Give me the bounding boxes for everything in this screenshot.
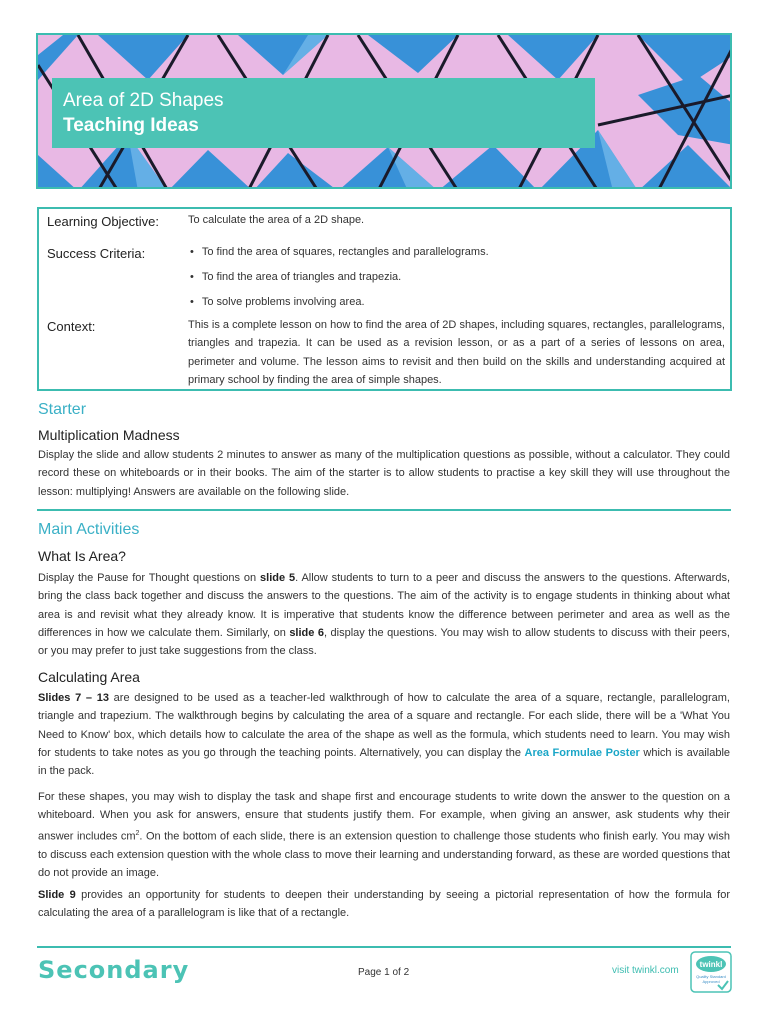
calculating-area-para-1: Slides 7 – 13 are designed to be used as a teacher-led walkthrough of how to calculate the area of a square, rectangle, parallelogram, triangle and trapezium. The walkthrough begins by calculating the area of a square and rectangle. For each slide, there will be a 'What You Need to Know' box, which details how to calculate the area of the shape as well as the formula, which students need to learn. You may wish for students to take notes as you go through the teaching points. Alternatively, you can display the Area Formulae Poster which is available in the pack.: [38, 692, 731, 778]
footer-divider: [37, 946, 731, 948]
page-subtitle: Teaching Ideas: [63, 115, 199, 136]
slide-5-ref: slide 5: [260, 572, 296, 584]
context-label: Context:: [47, 319, 96, 334]
svg-text:Quality Standard: Quality Standard: [696, 974, 726, 979]
starter-subheading: Multiplication Madness: [38, 427, 180, 443]
lesson-info-box: [37, 207, 732, 391]
objective-text: To calculate the area of a 2D shape.: [188, 214, 365, 226]
slides-7-13-ref: Slides 7 – 13: [38, 692, 109, 704]
section-divider: [37, 509, 731, 511]
starter-text: Display the slide and allow students 2 minutes to answer as many of the multiplication questions as possible, without a calculator. They could record these on whiteboards or in their books. The aim of the starter is to allow students to practise a key skill they will use throughout the lesson: multiplying! Answers are available on the following slide.: [38, 449, 730, 498]
twinkl-quality-badge-icon: [690, 951, 732, 993]
slide-9-ref: Slide 9: [38, 889, 76, 901]
visit-link[interactable]: visit twinkl.com: [612, 965, 679, 976]
calculating-area-heading: Calculating Area: [38, 669, 140, 685]
what-is-area-text: Display the Pause for Thought questions on slide 5. Allow students to turn to a peer and discuss the answers to the questions. Afterwards, bring the class back together and discuss the answers to the questions. The aim of the activity is to engage students in thinking about what area is and revisit what they already know. It is imperative that students know the difference between perimeter and area as well as the differences in how we calculate them. Similarly, on slide 6, display the questions. You may wish to allow students to discuss with their peers, or you may prefer to just take suggestions from the class.: [38, 572, 730, 658]
objective-label: Learning Objective:: [47, 214, 160, 229]
title-box: [52, 78, 595, 148]
page-number: Page 1 of 2: [358, 967, 410, 978]
success-item: • To find the area of squares, rectangles and parallelograms.: [190, 246, 489, 258]
secondary-logo: Secondary: [38, 956, 190, 984]
success-criteria-label: Success Criteria:: [47, 246, 146, 261]
main-activities-heading: Main Activities: [38, 521, 140, 538]
svg-text:twinkl: twinkl: [699, 960, 723, 969]
what-is-area-heading: What Is Area?: [38, 548, 126, 564]
success-item: • To find the area of triangles and trapezia.: [190, 271, 401, 283]
starter-heading: Starter: [38, 401, 87, 418]
svg-text:Approved: Approved: [702, 979, 720, 984]
page-title: Area of 2D Shapes: [63, 90, 224, 111]
success-item: • To solve problems involving area.: [190, 296, 365, 308]
calculating-area-para-2: For these shapes, you may wish to display the task and shape first and encourage students to write down the answer to the question on a whiteboard. When you ask for answers, ensure that students justify them. For example, when giving an answer, ask students why their answer includes $cm^2$. On the bottom of each slide, there is an extension question to challenge those students who finish early. You may wish to discuss each extension question with the whole class to move their learning and understanding forward, as these are worded questions that do not provide an image.: [38, 791, 730, 879]
slide-6-ref: slide 6: [289, 626, 324, 639]
calculating-area-para-3: Slide 9 provides an opportunity for students to deepen their understanding by seeing a pictorial representation of how the formula for calculating the area of a parallelogram is like that of a rectangle.: [38, 889, 730, 920]
area-formulae-poster-link[interactable]: Area Formulae Poster: [524, 746, 640, 759]
context-text: This is a complete lesson on how to find the area of 2D shapes, including squares, rectangles, parallelograms, triangles and trapezia. It can be used as a revision lesson, or as a part of a series of lessons on area, perimeter and volume. The lesson aims to revisit and then build on the skills and understanding acquired at primary school by finding the area of simple shapes.: [188, 319, 725, 386]
